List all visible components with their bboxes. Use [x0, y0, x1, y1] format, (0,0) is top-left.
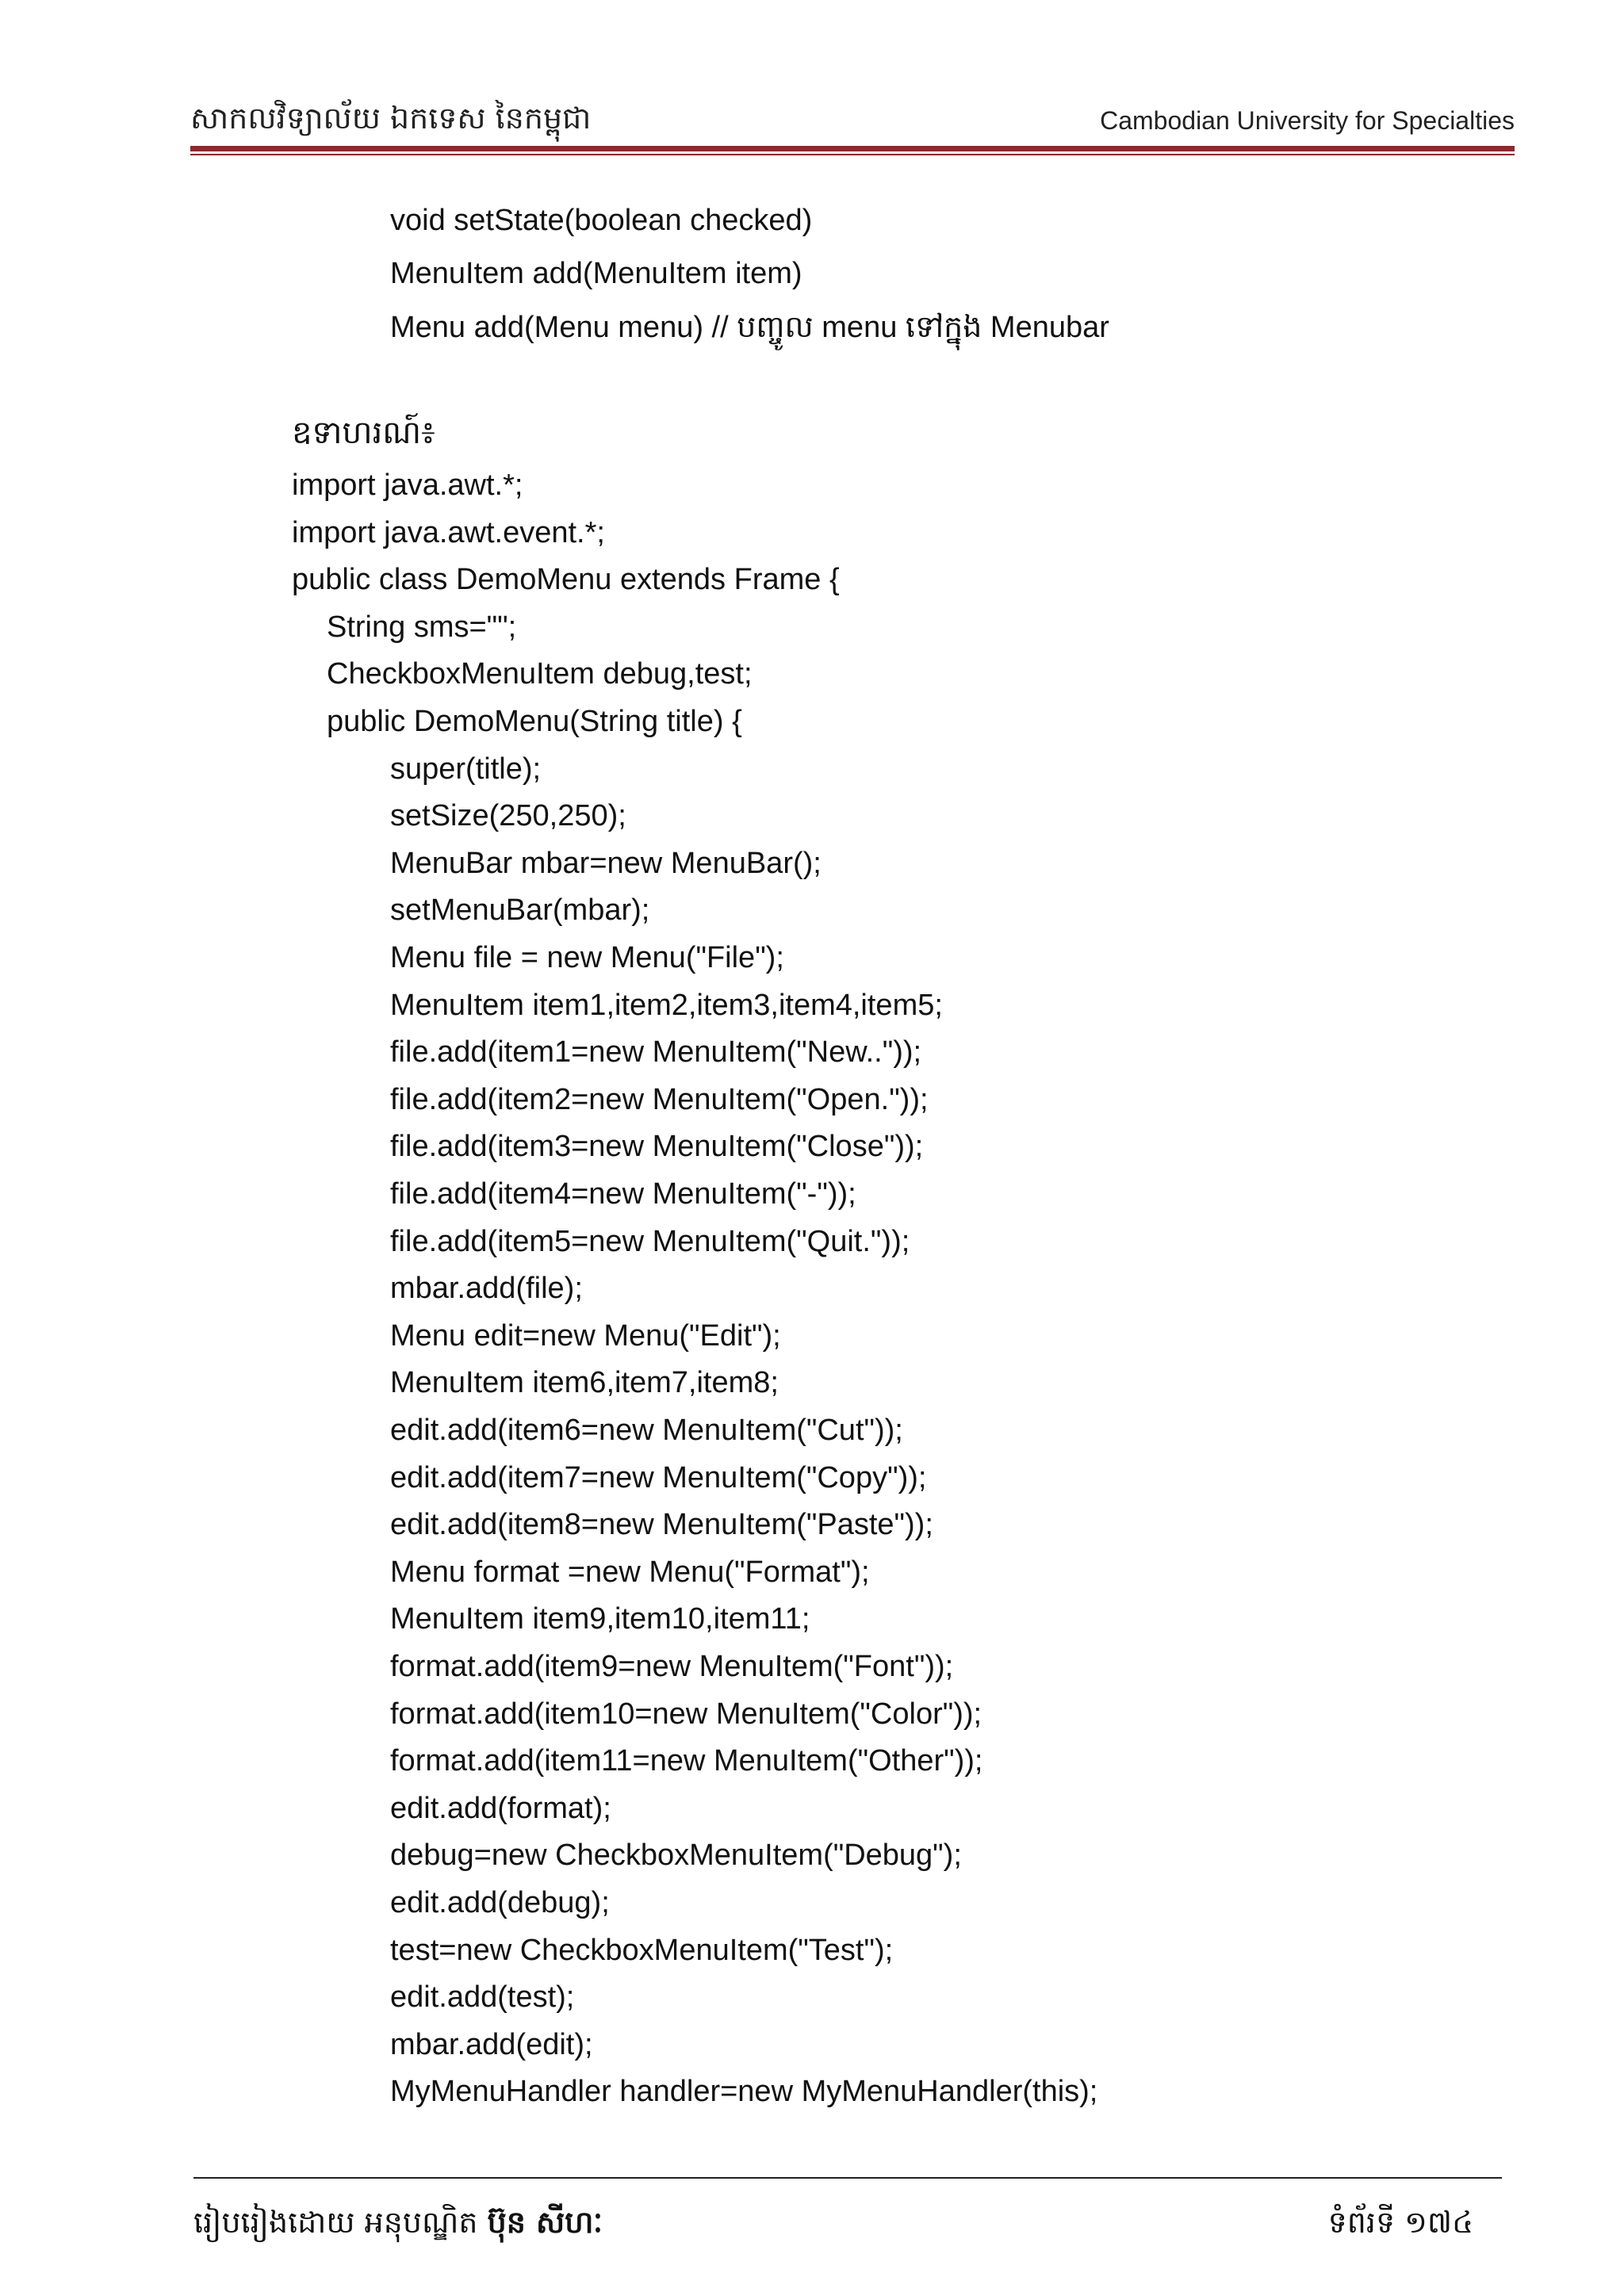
code-line: MenuBar mbar=new MenuBar();: [390, 847, 822, 880]
header-divider: [190, 146, 1515, 151]
signature-code: Menu add(Menu menu) //: [390, 311, 737, 344]
code-line: import java.awt.*;: [292, 469, 523, 502]
code-line: edit.add(item6=new MenuItem("Cut"));: [390, 1414, 903, 1447]
footer-prepared-by: រៀបរៀងដោយ អនុបណ្ឌិត: [193, 2205, 488, 2240]
code-line: file.add(item1=new MenuItem("New.."));: [390, 1035, 922, 1069]
code-line: edit.add(item8=new MenuItem("Paste"));: [390, 1508, 933, 1541]
header-university-english: Cambodian University for Specialties: [1100, 106, 1515, 135]
page-header: [190, 94, 1515, 149]
code-line: test=new CheckboxMenuItem("Test");: [390, 1934, 894, 1967]
code-line: format.add(item10=new MenuItem("Color"));: [390, 1697, 982, 1731]
signature-line: MenuItem add(MenuItem item): [390, 257, 802, 290]
code-line: Menu edit=new Menu("Edit");: [390, 1319, 781, 1353]
code-line: file.add(item5=new MenuItem("Quit."));: [390, 1225, 910, 1258]
code-line: Menu file = new Menu("File");: [390, 941, 784, 974]
code-line: import java.awt.event.*;: [292, 516, 605, 549]
code-line: public class DemoMenu extends Frame {: [292, 563, 840, 596]
code-line: file.add(item3=new MenuItem("Close"));: [390, 1130, 924, 1163]
code-line: debug=new CheckboxMenuItem("Debug");: [390, 1839, 962, 1872]
signature-line: void setState(boolean checked): [390, 204, 813, 237]
header-university-khmer: សាកលវិទ្យាល័យ ឯកទេស នៃកម្ពុជា: [190, 101, 592, 136]
footer-author-credit: [193, 2202, 603, 2242]
code-line: MenuItem item6,item7,item8;: [390, 1366, 779, 1399]
code-line: edit.add(item7=new MenuItem("Copy"));: [390, 1461, 927, 1494]
code-line: file.add(item2=new MenuItem("Open."));: [390, 1083, 929, 1116]
code-line: String sms="";: [327, 610, 517, 644]
header-divider-thin: [190, 154, 1515, 155]
code-line: edit.add(format);: [390, 1792, 611, 1825]
footer-author-name: ប៊ុន សីហៈ: [487, 2205, 603, 2240]
code-line: file.add(item4=new MenuItem("-"));: [390, 1177, 856, 1211]
comment-khmer-into: ទៅក្នុង: [905, 309, 982, 344]
code-line: super(title);: [390, 752, 542, 786]
code-line: edit.add(test);: [390, 1980, 575, 2014]
code-line: setSize(250,250);: [390, 799, 626, 832]
code-line: format.add(item9=new MenuItem("Font"));: [390, 1650, 954, 1683]
code-line: public DemoMenu(String title) {: [327, 705, 742, 738]
code-line: MyMenuHandler handler=new MyMenuHandler(this);: [390, 2075, 1098, 2108]
code-line: MenuItem item1,item2,item3,item4,item5;: [390, 989, 943, 1022]
code-line: mbar.add(edit);: [390, 2028, 593, 2061]
code-line: format.add(item11=new MenuItem("Other"));: [390, 1744, 983, 1777]
code-line: edit.add(debug);: [390, 1886, 610, 1919]
code-line: Menu format =new Menu("Format");: [390, 1556, 870, 1589]
example-heading: ឧទាហរណ៍៖: [292, 415, 435, 451]
code-line: MenuItem item9,item10,item11;: [390, 1602, 810, 1636]
signature-line-menu: [390, 309, 1109, 345]
page-number: ទំព័រទី ១៧៤: [1327, 2205, 1473, 2240]
code-line: mbar.add(file);: [390, 1272, 583, 1305]
code-line: setMenuBar(mbar);: [390, 894, 650, 927]
comment-khmer-insert: បញ្ចូល: [737, 309, 814, 344]
comment-word-menubar: Menubar: [982, 311, 1109, 344]
comment-word: menu: [813, 311, 906, 344]
footer-divider: [193, 2177, 1502, 2179]
code-line: CheckboxMenuItem debug,test;: [327, 657, 753, 691]
